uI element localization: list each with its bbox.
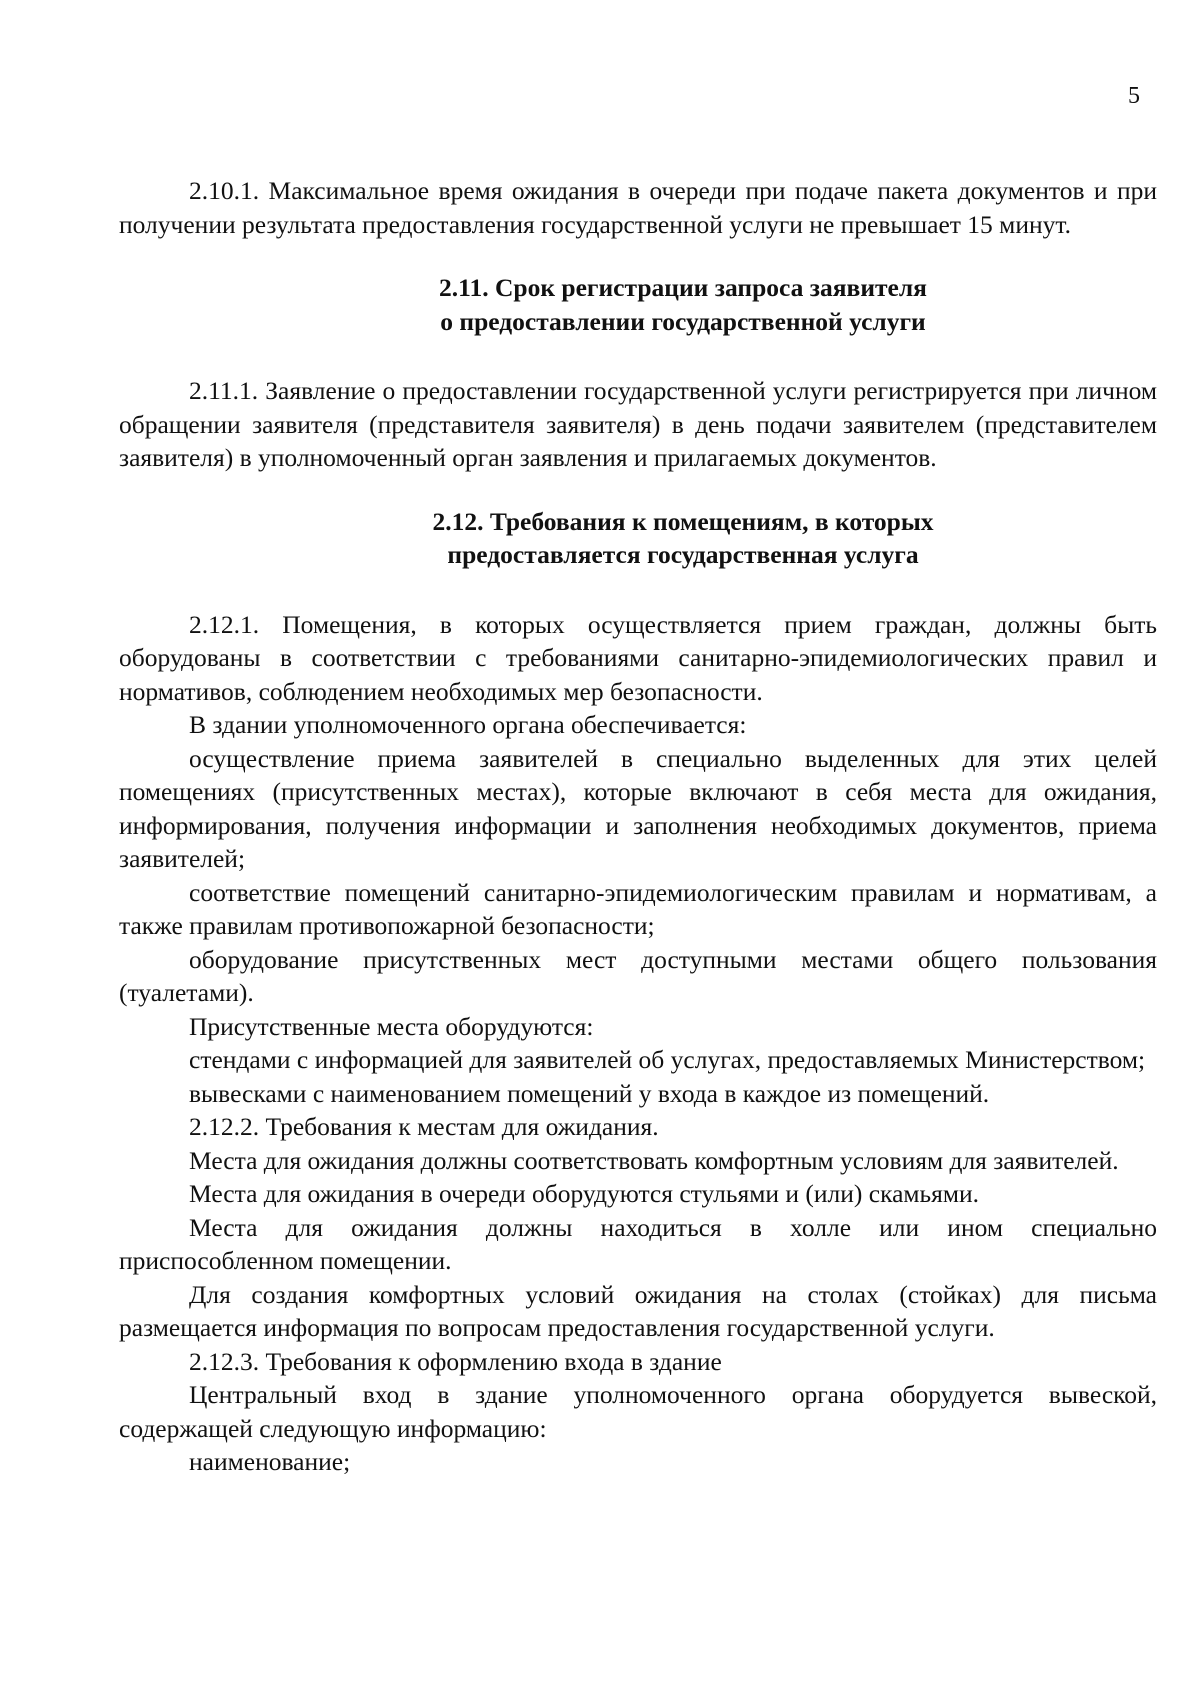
paragraph-2-12-1: 2.12.1. Помещения, в которых осуществляется прием граждан, должны быть оборудованы в соответствии с требованиями санитарно-эпидемиологических правил и нормативов, соблюдением необходимых мер безопасности. bbox=[119, 609, 1157, 706]
paragraph-stands: стендами с информацией для заявителей об услугах, предоставляемых Министерством; bbox=[189, 1045, 1146, 1074]
paragraph-signs: вывесками с наименованием помещений у входа в каждое из помещений. bbox=[189, 1078, 990, 1108]
heading-2-12-line-1: 2.12. Требования к помещениям, в которых bbox=[432, 506, 934, 536]
heading-2-12 bbox=[119, 505, 1157, 572]
heading-2-11 bbox=[119, 271, 1157, 338]
paragraph-toilets: оборудование присутственных мест доступными местами общего пользования (туалетами). bbox=[119, 944, 1157, 1007]
paragraph-waiting-chairs: Места для ожидания в очереди оборудуются стульями и (или) скамьями. bbox=[189, 1179, 980, 1208]
heading-2-11-line-2: о предоставлении государственной услуги bbox=[440, 306, 926, 336]
paragraph-reception: осуществление приема заявителей в специально выделенных для этих целей помещениях (присутственных местах), которые включают в себя места для ожидания, информирования, получения информации и заполнения необходимых документов, приема заявителей; bbox=[119, 743, 1157, 873]
paragraph-2-10-1: 2.10.1. Максимальное время ожидания в очереди при подаче пакета документов и при получении результата предоставления государственной услуги не превышает 15 минут. bbox=[119, 176, 1157, 239]
page-number: 5 bbox=[1128, 83, 1140, 109]
heading-2-12-line-2: предоставляется государственная услуга bbox=[447, 540, 919, 569]
heading-2-11-line-1: 2.11. Срок регистрации запроса заявителя bbox=[439, 273, 927, 302]
paragraph-2-11-1: 2.11.1. Заявление о предоставлении государственной услуги регистрируется при личном обращении заявителя (представителя заявителя) в день подачи заявителем (представителем заявителя) в уполномоченный орган заявления и прилагаемых документов. bbox=[119, 376, 1157, 472]
paragraph-2-12-2: 2.12.2. Требования к местам для ожидания. bbox=[189, 1112, 659, 1141]
document-body bbox=[119, 174, 1157, 1479]
paragraph-sanitary: соответствие помещений санитарно-эпидемиологическим правилам и нормативам, а также правилам противопожарной безопасности; bbox=[119, 877, 1157, 940]
paragraph-waiting-comfort: Места для ожидания должны соответствовать комфортным условиям для заявителей. bbox=[189, 1145, 1119, 1175]
paragraph-name-item: наименование; bbox=[189, 1447, 351, 1476]
paragraph-equipped: Присутственные места оборудуются: bbox=[189, 1011, 594, 1041]
paragraph-entrance-sign: Центральный вход в здание уполномоченного органа оборудуется вывеской, содержащей следующую информацию: bbox=[119, 1380, 1157, 1443]
paragraph-waiting-hall: Места для ожидания должны находиться в холле или ином специально приспособленном помещении. bbox=[119, 1212, 1157, 1275]
paragraph-waiting-info: Для создания комфортных условий ожидания на столах (стойках) для письма размещается информация по вопросам предоставления государственной услуги. bbox=[119, 1279, 1157, 1342]
paragraph-2-12-3: 2.12.3. Требования к оформлению входа в здание bbox=[189, 1346, 722, 1376]
paragraph-building-provides: В здании уполномоченного органа обеспечивается: bbox=[189, 710, 747, 739]
